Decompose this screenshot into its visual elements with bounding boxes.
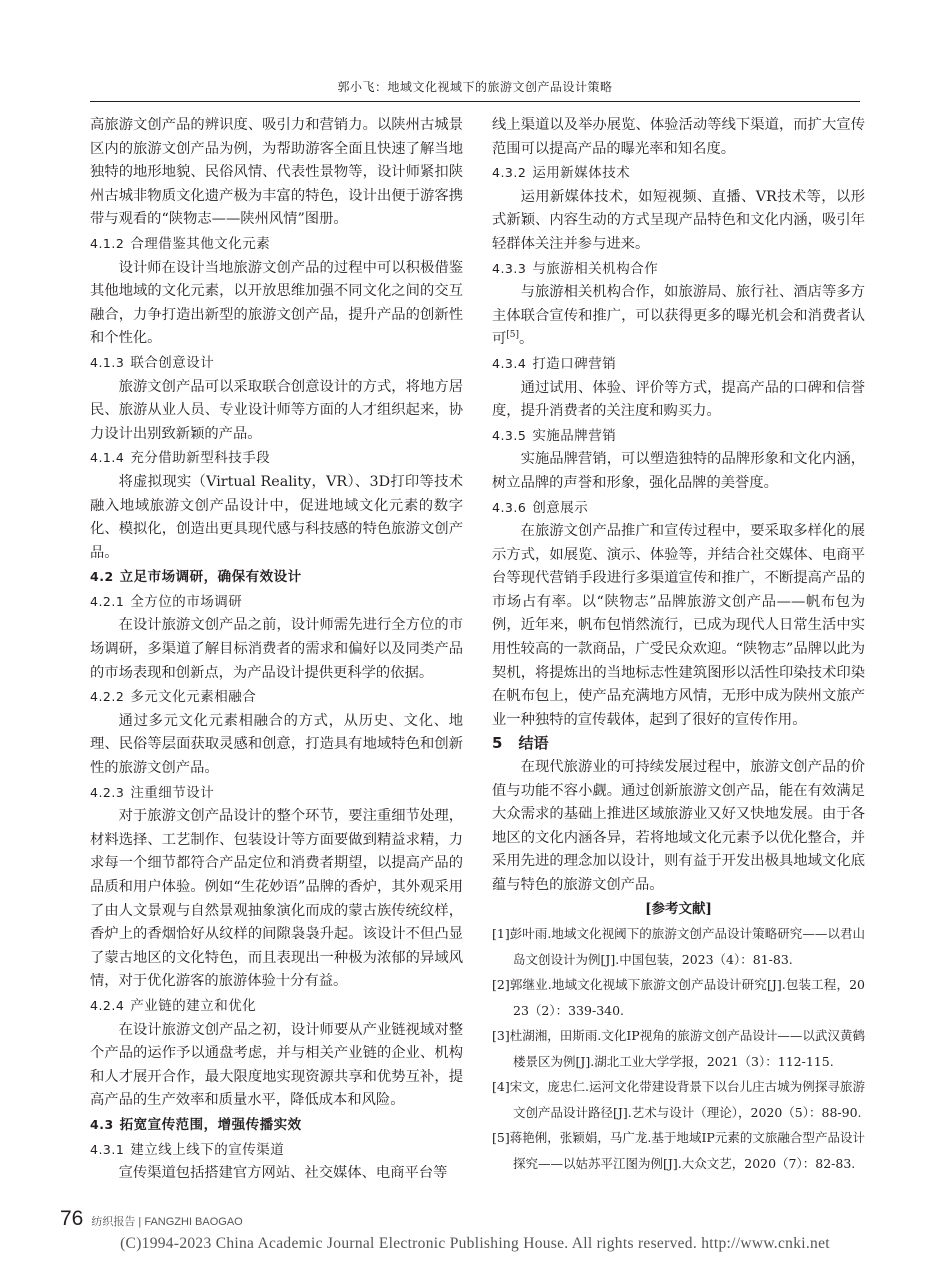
heading-title: 拓宽宣传范围，增强传播实效 (119, 1116, 302, 1133)
heading-number: 4.2.2 (90, 689, 125, 705)
right-column-body (492, 114, 865, 898)
subsubsection-heading (492, 424, 865, 449)
heading-title: 立足市场调研，确保有效设计 (119, 569, 302, 586)
heading-number: 4.2.1 (90, 593, 125, 609)
paragraph (90, 1162, 463, 1186)
reference-item: [1]彭叶雨.地域文化视阈下的旅游文创产品设计策略研究——以君山岛文创设计为例[J].中国包装，2023（4）：81-83. (492, 926, 865, 967)
paragraph-text: 在设计旅游文创产品之初，设计师要从产业链视域对整个产品的运作予以通盘考虑，并与相关产业链的企业、机构和人才展开合作，最大限度地实现资源共享和优势互补，提高产品的生产效率和质量水平，降低成本和风险。 (90, 1021, 463, 1109)
heading-title: 创意展示 (532, 499, 589, 516)
heading-title: 运用新媒体技术 (532, 165, 631, 182)
paragraph (492, 377, 865, 424)
heading-title: 产业链的建立和优化 (130, 997, 257, 1014)
heading-title: 实施品牌营销 (532, 427, 617, 444)
heading-title: 合理借鉴其他文化元素 (130, 235, 271, 252)
paragraph (492, 520, 865, 732)
paragraph-text: 在设计旅游文创产品之前，设计师需先进行全方位的市场调研，多渠道了解目标消费者的需求和偏好以及同类产品的市场表现和创新点，为产品设计提供更科学的依据。 (90, 617, 463, 681)
heading-title: 建立线上线下的宣传渠道 (130, 1141, 285, 1158)
section-heading (492, 732, 865, 756)
reference-item: [4]宋文，庞忠仁.运河文化带建设背景下以台儿庄古城为例探寻旅游文创产品设计路径[J].艺术与设计（理论），2020（5）：88-90. (492, 1079, 865, 1120)
heading-number: 4.1.2 (90, 235, 125, 251)
heading-title: 打造口碑营销 (532, 355, 617, 372)
heading-number: 4.3.5 (492, 427, 527, 443)
paragraph-text: 实施品牌营销，可以塑造独特的品牌形象和文化内涵，树立品牌的声誉和形象，强化品牌的美誉度。 (492, 451, 865, 491)
subsubsection-heading (492, 352, 865, 377)
running-head: 郭小飞：地域文化视域下的旅游文创产品设计策略 (337, 80, 613, 94)
heading-number: 4.3.3 (492, 260, 527, 276)
heading-number: 4.3.2 (492, 165, 527, 181)
paragraph-text: 旅游文创产品可以采取联合创意设计的方式，将地方居民、旅游从业人员、专业设计师等方面的人才组织起来，协力设计出别致新颖的产品。 (90, 378, 463, 442)
paragraph-text: 宣传渠道包括搭建官方网站、社交媒体、电商平台等 (118, 1165, 448, 1182)
subsubsection-heading (90, 232, 463, 257)
paragraph-text: 在现代旅游业的可持续发展过程中，旅游文创产品的价值与功能不容小觑。通过创新旅游文创产品，能在有效满足大众需求的基础上推进区域旅游业又好又快地发展。由于各地区的文化内涵各异，若将地域文化元素予以优化整合，并采用先进的理念加以设计，则有益于开发出极具地域文化底蕴与特色的旅游文创产品。 (492, 759, 865, 893)
references-list (492, 921, 865, 1176)
paragraph-text: 与旅游相关机构合作，如旅游局、旅行社、酒店等多方主体联合宣传和推广，可以获得更多的曝光机会和消费者认可 (492, 284, 865, 348)
paragraph-tail: 。 (519, 331, 534, 348)
reference-item: [3]杜湖湘，田斯雨.文化IP视角的旅游文创产品设计——以武汉黄鹤楼景区为例[J].湖北工业大学学报，2021（3）：112-115. (492, 1028, 865, 1069)
heading-title: 联合创意设计 (130, 354, 215, 371)
subsection-heading (90, 565, 463, 590)
heading-number: 4.2.3 (90, 784, 125, 800)
subsubsection-heading (90, 994, 463, 1019)
paragraph (492, 448, 865, 495)
paragraph-text: 在旅游文创产品推广和宣传过程中，要采取多样化的展示方式，如展览、演示、体验等，并结合社交媒体、电商平台等现代营销手段进行多渠道宣传和推广，不断提高产品的市场占有率。以“陕物志”品牌旅游文创产品——帆布包为例，近年来，帆布包悄然流行，已成为现代人日常生活中实用性较高的一款商品，广受民众欢迎。“陕物志”品牌以此为契机，将提炼出的当地标志性建筑图形以活性印染技术印染在帆布包上，使产品充满地方风情，无形中成为陕州文旅产业一种独特的宣传载体，起到了很好的宣传作用。 (492, 523, 865, 728)
heading-number: 5 (492, 734, 503, 753)
reference-item: [2]郭继业.地域文化视域下旅游文创产品设计研究[J].包装工程，2023（2）：339-340. (492, 977, 865, 1018)
paragraph (90, 114, 463, 232)
heading-number: 4.2 (90, 569, 114, 585)
subsubsection-heading (90, 1138, 463, 1163)
paragraph-text: 对于旅游文创产品设计的整个环节，要注重细节处理，材料选择、工艺制作、包装设计等方面要做到精益求精，力求每一个细节都符合产品定位和消费者期望，以提高产品的品质和用户体验。例如“生花妙语”品牌的香炉，其外观采用了由人文景观与自然景观抽象演化而成的蒙古族传统纹样，香炉上的香烟恰好从纹样的间隙袅袅升起。该设计不但凸显了蒙古地区的文化特色，而且表现出一种极为浓郁的异域风情，对于优化游客的旅游体验十分有益。 (90, 808, 463, 990)
heading-number: 4.3.6 (492, 499, 527, 515)
paragraph-text: 将虚拟现实（Virtual Reality，VR）、3D打印等技术融入地域旅游文创产品设计中，促进地域文化元素的数字化、模拟化，创造出更具现代感与科技感的特色旅游文创产品。 (90, 473, 463, 561)
header-rule (90, 101, 860, 102)
paragraph-text: 高旅游文创产品的辨识度、吸引力和营销力。以陕州古城景区内的旅游文创产品为例，为帮助游客全面且快速了解当地独特的地形地貌、民俗风情、代表性景物等，设计师紧扣陕州古城非物质文化遗产极为丰富的特色，设计出便于游客携带与观看的“陕物志——陕州风情”图册。 (90, 117, 463, 228)
paragraph (90, 614, 463, 685)
paragraph (492, 114, 865, 161)
heading-title: 多元文化元素相融合 (130, 689, 257, 706)
references-heading: [参考文献] (645, 900, 712, 917)
heading-title: 充分借助新型科技手段 (130, 450, 271, 467)
heading-number: 4.3 (90, 1116, 114, 1132)
heading-title: 与旅游相关机构合作 (532, 260, 659, 277)
subsubsection-heading (90, 685, 463, 710)
page-footer (60, 1207, 243, 1231)
right-column (492, 114, 865, 1176)
left-column (90, 114, 463, 1186)
paragraph-text: 设计师在设计当地旅游文创产品的过程中可以积极借鉴其他地域的文化元素，以开放思维加强不同文化之间的交互融合，力争打造出新型的旅游文创产品，提升产品的创新性和个性化。 (90, 259, 463, 347)
paragraph (492, 186, 865, 257)
heading-title: 结语 (518, 734, 549, 753)
subsubsection-heading (90, 781, 463, 806)
paragraph (90, 257, 463, 351)
copyright-notice: (C)1994-2023 China Academic Journal Electronic Publishing House. All rights reserved. http://www.cnki.net (120, 1235, 830, 1252)
subsubsection-heading (492, 161, 865, 186)
paragraph (492, 281, 865, 352)
heading-number: 4.3.4 (492, 355, 527, 371)
subsubsection-heading (90, 446, 463, 471)
subsubsection-heading (492, 257, 865, 282)
heading-title: 全方位的市场调研 (130, 593, 243, 610)
paragraph-text: 运用新媒体技术，如短视频、直播、VR技术等，以形式新颖、内容生动的方式呈现产品特色和文化内涵，吸引年轻群体关注并参与进来。 (492, 188, 865, 252)
page-number: 76 (60, 1207, 84, 1230)
heading-number: 4.2.4 (90, 997, 125, 1013)
paragraph (90, 471, 463, 565)
heading-title: 注重细节设计 (130, 784, 215, 801)
paragraph-text: 线上渠道以及举办展览、体验活动等线下渠道，而扩大宣传范围可以提高产品的曝光率和知名度。 (492, 117, 865, 157)
paragraph (90, 710, 463, 781)
subsubsection-heading (90, 351, 463, 376)
paragraph (492, 756, 865, 898)
paragraph (90, 805, 463, 994)
citation-marker: [5] (506, 330, 520, 341)
paragraph (90, 1019, 463, 1113)
paragraph-text: 通过试用、体验、评价等方式，提高产品的口碑和信誉度，提升消费者的关注度和购买力。 (492, 379, 865, 420)
subsubsection-heading (90, 590, 463, 615)
heading-number: 4.1.4 (90, 450, 125, 466)
journal-name: 纺织报告 | FANGZHI BAOGAO (91, 1216, 243, 1228)
paragraph-text: 通过多元文化元素相融合的方式，从历史、文化、地理、民俗等层面获取灵感和创意，打造具有地域特色和创新性的旅游文创产品。 (90, 712, 463, 777)
reference-item: [5]蒋艳俐，张颖娟，马广龙.基于地域IP元素的文旅融合型产品设计探究——以姑苏平江图为例[J].大众文艺，2020（7）：82-83. (492, 1130, 865, 1171)
heading-number: 4.1.3 (90, 354, 125, 370)
subsubsection-heading (492, 496, 865, 521)
paragraph (90, 376, 463, 447)
heading-number: 4.3.1 (90, 1141, 125, 1157)
subsection-heading (90, 1113, 463, 1138)
